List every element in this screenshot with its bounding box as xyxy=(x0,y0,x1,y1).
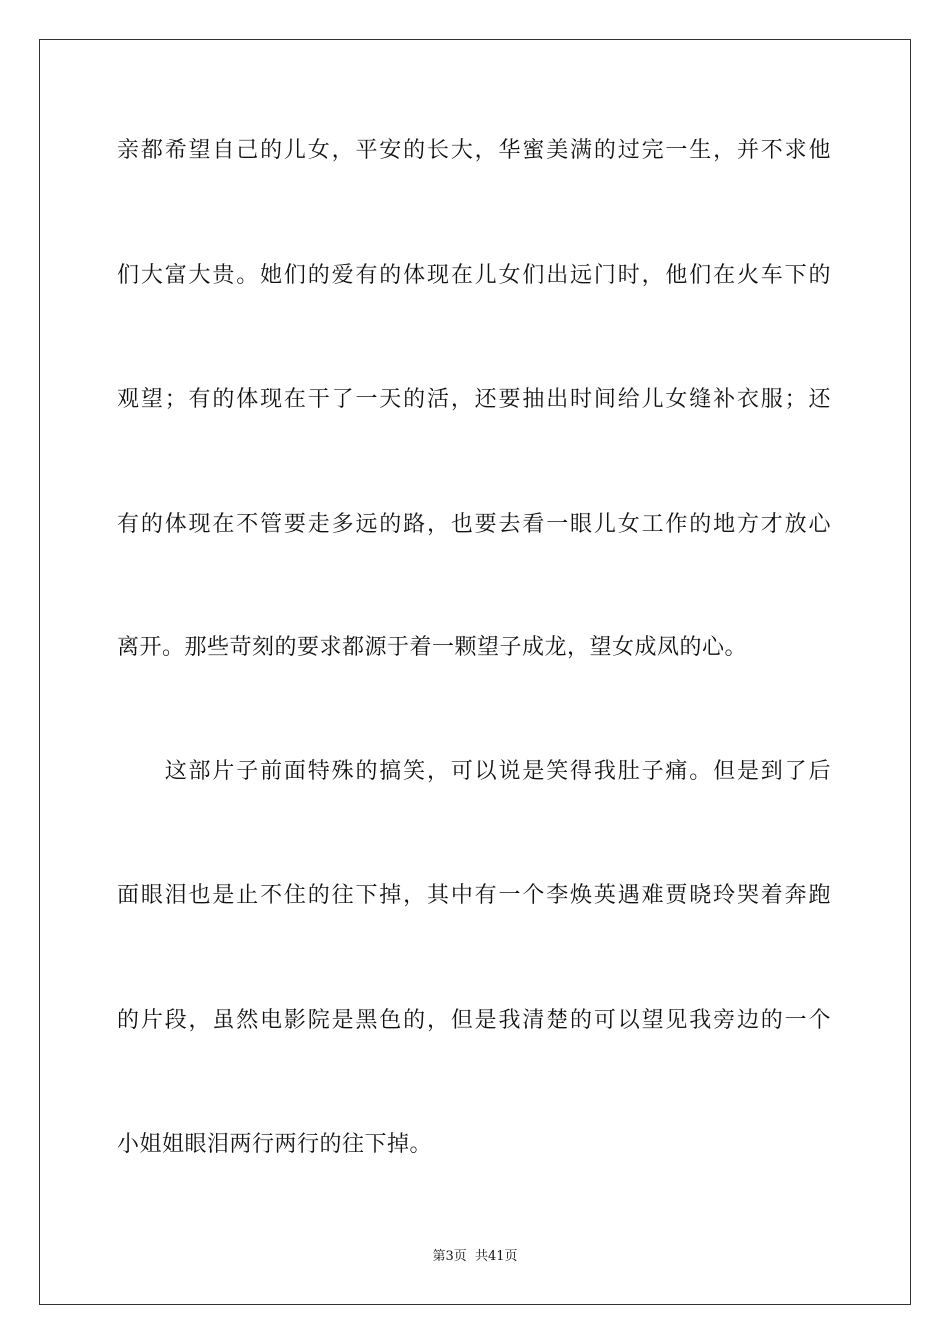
text-line: 观望；有的体现在干了一天的活，还要抽出时间给儿女缝补衣服；还 xyxy=(117,387,831,412)
text-line: 们大富大贵。她们的爱有的体现在儿女们出远门时，他们在火车下的 xyxy=(117,263,831,288)
page-footer xyxy=(0,1248,950,1266)
text-line: 这部片子前面特殊的搞笑，可以说是笑得我肚子痛。但是到了后 xyxy=(117,759,831,784)
text-line: 亲都希望自己的儿女，平安的长大，华蜜美满的过完一生，并不求他 xyxy=(117,138,831,163)
page-border xyxy=(39,39,911,1305)
total-pages: 共41页 xyxy=(474,1249,518,1264)
text-line: 面眼泪也是止不住的往下掉，其中有一个李焕英遇难贾晓玲哭着奔跑 xyxy=(117,883,831,908)
text-line: 小姐姐眼泪两行两行的往下掉。 xyxy=(117,1132,433,1157)
text-line: 离开。那些苛刻的要求都源于着一颗望子成龙，望女成凤的心。 xyxy=(117,635,748,660)
text-line: 有的体现在不管要走多远的路，也要去看一眼儿女工作的地方才放心 xyxy=(117,512,831,537)
text-line: 的片段，虽然电影院是黑色的，但是我清楚的可以望见我旁边的一个 xyxy=(117,1008,831,1033)
page-number: 第3页 xyxy=(432,1249,467,1264)
